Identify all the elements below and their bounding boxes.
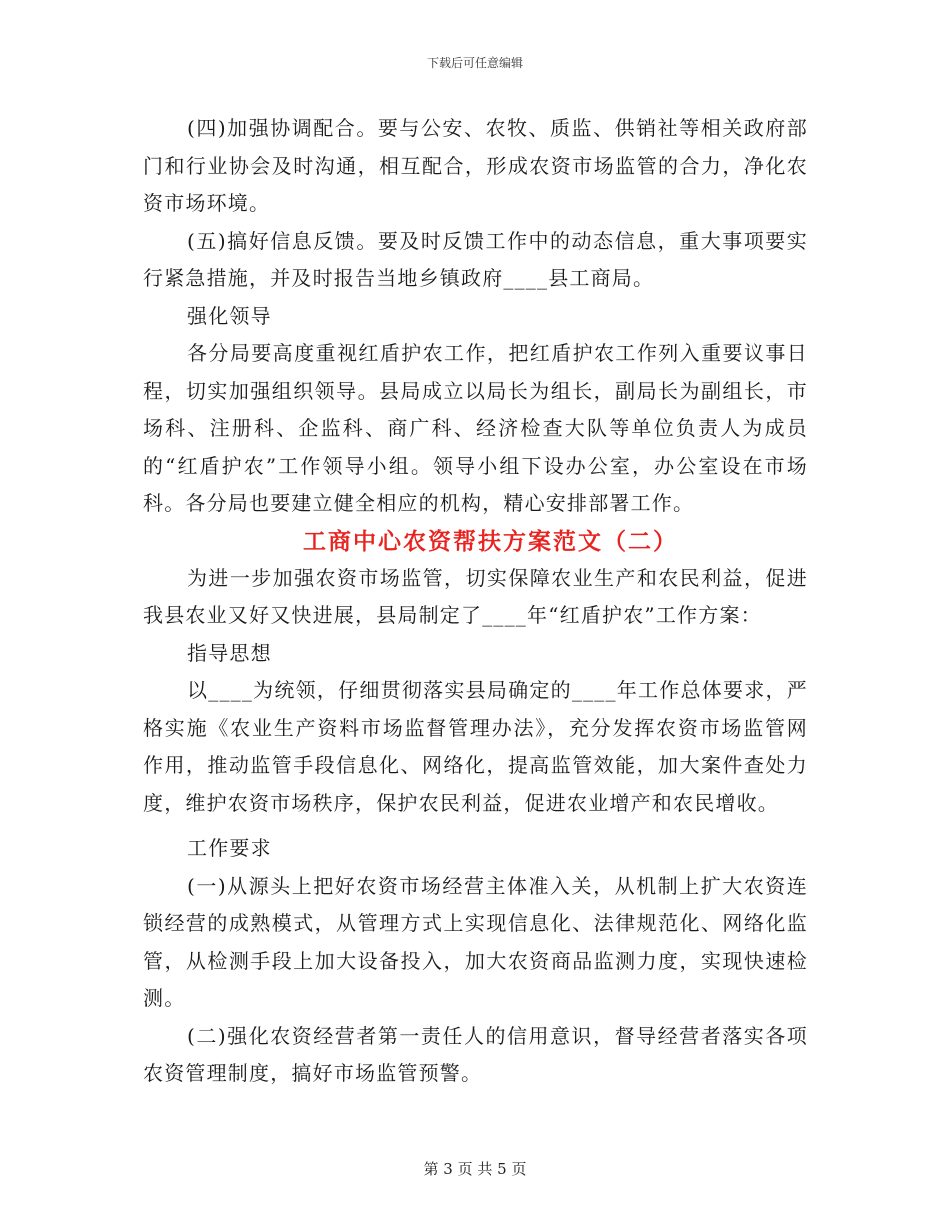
paragraph-feedback: (五)搞好信息反馈。要及时反馈工作中的动态信息，重大事项要实行紧急措施，并及时报告当地乡镇政府____县工商局。 [143,228,808,290]
section-heading-leadership: 强化领导 [187,303,272,328]
page-number: 第 3 页 共 5 页 [423,1160,527,1178]
paragraph-leadership: 各分局要高度重视红盾护农工作，把红盾护农工作列入重要议事日程，切实加强组织领导。县局成立以局长为组长，副局长为副组长，市场科、注册科、企监科、商广科、经济检查大队等单位负责人为成员的“红盾护农”工作领导小组。领导小组下设办公室，办公室设在市场科。各分局也要建立健全相应的机构，精心安排部署工作。 [143,341,808,515]
paragraph-requirement-two: (二)强化农资经营者第一责任人的信用意识，督导经营者落实各项农资管理制度，搞好市场监管预警。 [143,1023,808,1085]
document-title-part-two: 工商中心农资帮扶方案范文（二） [303,527,678,555]
paragraph-guiding: 以____为统领，仔细贯彻落实县局确定的____年工作总体要求，严格实施《农业生产资料市场监督管理办法》，充分发挥农资市场监管网作用，推动监管手段信息化、网络化，提高监管效能，加大案件查处力度，维护农资市场秩序，保护农民利益，促进农业增产和农民增收。 [143,678,808,815]
section-heading-guiding: 指导思想 [187,640,272,665]
paragraph-intro: 为进一步加强农资市场监管，切实保障农业生产和农民利益，促进我县农业又好又快进展，县局制定了____年“红盾护农”工作方案： [143,565,808,627]
document-body [143,110,808,1093]
header-note: 下载后可任意编辑 [426,56,523,70]
paragraph-requirement-one: (一)从源头上把好农资市场经营主体准入关，从机制上扩大农资连锁经营的成熟模式，从管理方式上实现信息化、法律规范化、网络化监管，从检测手段上加大设备投入，加大农资商品监测力度，实现快速检测。 [143,873,808,1010]
paragraph-coordination: (四)加强协调配合。要与公安、农牧、质监、供销社等相关政府部门和行业协会及时沟通，相互配合，形成农资市场监管的合力，净化农资市场环境。 [143,116,808,215]
section-heading-requirements: 工作要求 [187,836,272,860]
spacer [143,822,808,830]
